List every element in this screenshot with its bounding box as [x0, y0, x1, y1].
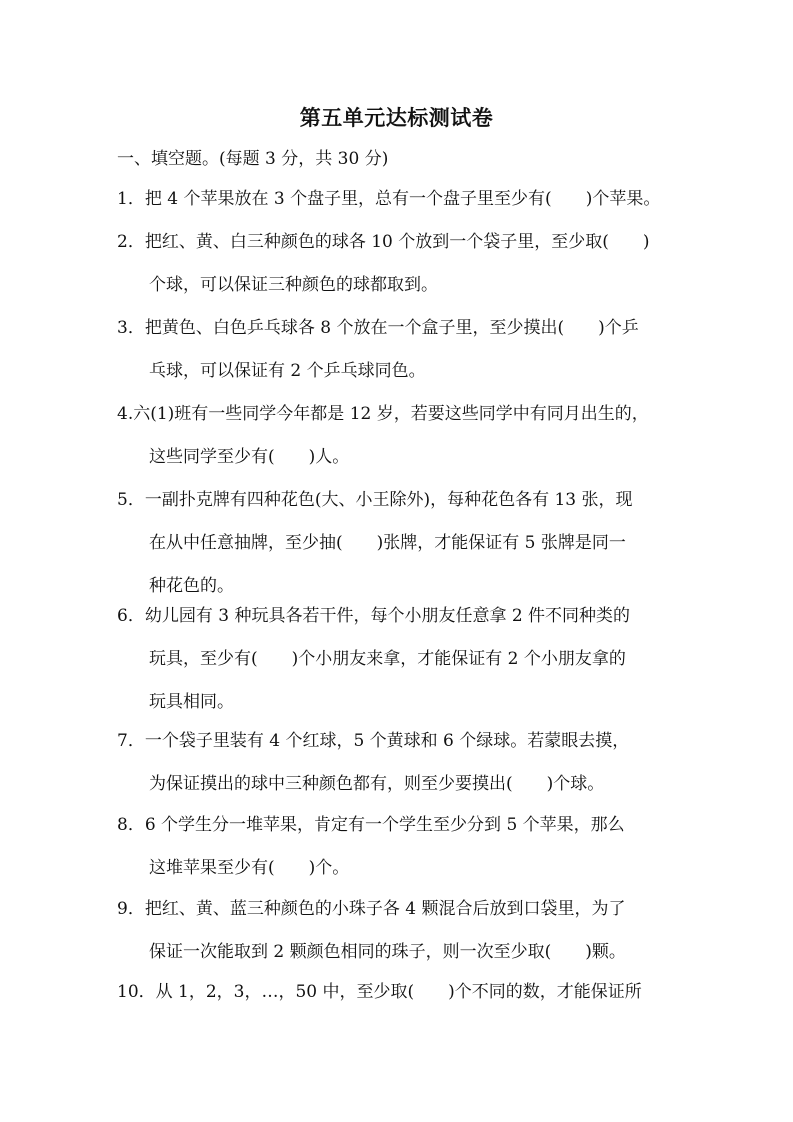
question-line: 2．把红、黄、白三种颜色的球各 10 个放到一个袋子里，至少取( )	[117, 232, 650, 252]
question-3	[117, 307, 677, 393]
question-7	[117, 720, 677, 806]
question-line: 为保证摸出的球中三种颜色都有，则至少要摸出( )个球。	[149, 774, 605, 794]
question-4	[117, 393, 677, 479]
question-line: 这些同学至少有( )人。	[149, 447, 350, 467]
question-line: 种花色的。	[149, 576, 234, 596]
question-line: 6．幼儿园有 3 种玩具各若干件，每个小朋友任意拿 2 件不同种类的	[117, 606, 631, 626]
question-line: 4.六(1)班有一些同学今年都是 12 岁，若要这些同学中有同月出生的，	[117, 404, 649, 424]
question-line: 这堆苹果至少有( )个。	[149, 858, 350, 878]
question-line: 7．一个袋子里装有 4 个红球，5 个黄球和 6 个绿球。若蒙眼去摸，	[117, 731, 630, 751]
question-5	[117, 479, 677, 608]
question-line: 9．把红、黄、蓝三种颜色的小珠子各 4 颗混合后放到口袋里，为了	[117, 899, 626, 919]
question-6	[117, 595, 677, 724]
question-8	[117, 804, 677, 890]
question-line: 5．一副扑克牌有四种花色(大、小王除外)，每种花色各有 13 张，现	[117, 490, 633, 510]
question-2	[117, 221, 677, 307]
question-1	[117, 178, 677, 221]
page-title: 第五单元达标测试卷	[299, 106, 494, 130]
question-line: 保证一次能取到 2 颗颜色相同的珠子，则一次至少取( )颗。	[149, 942, 626, 962]
section-heading: 一、填空题。(每题 3 分，共 30 分)	[117, 149, 389, 169]
question-10	[117, 971, 677, 1014]
question-line: 个球，可以保证三种颜色的球都取到。	[149, 275, 438, 295]
question-line: 玩具，至少有( )个小朋友来拿，才能保证有 2 个小朋友拿的	[149, 649, 626, 669]
question-line: 在从中任意抽牌，至少抽( )张牌，才能保证有 5 张牌是同一	[149, 533, 626, 553]
question-9	[117, 888, 677, 974]
question-line: 3．把黄色、白色乒乓球各 8 个放在一个盒子里，至少摸出( )个乒	[117, 318, 639, 338]
question-line: 8．6 个学生分一堆苹果，肯定有一个学生至少分到 5 个苹果，那么	[117, 815, 625, 835]
question-line: 1．把 4 个苹果放在 3 个盘子里，总有一个盘子里至少有( )个苹果。	[117, 189, 661, 209]
question-line: 玩具相同。	[149, 692, 234, 712]
question-line: 10．从 1，2，3，…，50 中，至少取( )个不同的数，才能保证所	[117, 982, 642, 1002]
question-line: 乓球，可以保证有 2 个乒乓球同色。	[149, 361, 426, 381]
